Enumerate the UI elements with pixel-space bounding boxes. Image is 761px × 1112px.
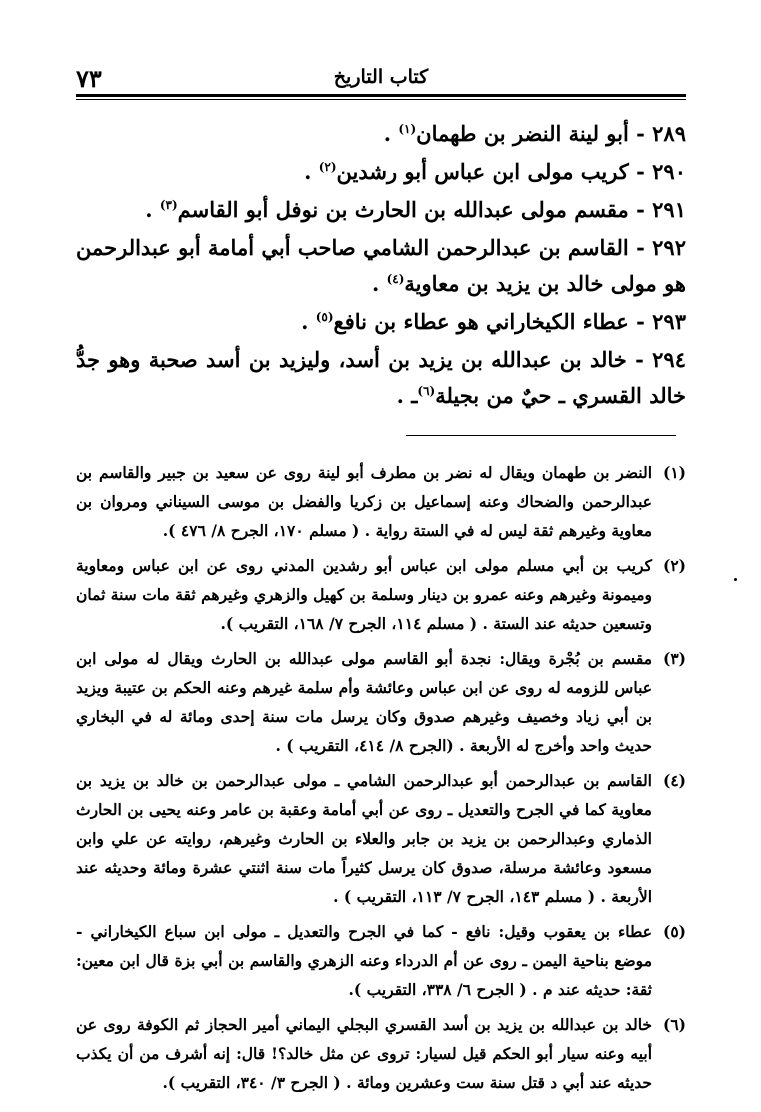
footnote-text: القاسم بن عبدالرحمن أبو عبدالرحمن الشامي ـ مولى عبدالرحمن بن خالد بن يزيد بن معاوية كما في الجرح والتعديل ـ روى عن أبي أمامة وعقبة بن عامر وعنه يحيى بن الحارث الذماري وعبدالرحمن بن يزيد بن جابر والعلاء بن الحارث وغيرهم، روايته عن علي وابن مسعود وعائشة مرسلة، صدوق كان يرسل كثيراً مات سنة اثنتي عشرة ومائة وحديثه عند الأربعة . ( مسلم ١٤٣، الجرح ٧/ ١١٣، التقريب ) . — [76, 771, 652, 906]
entry-text: أبو لينة النضر بن طهمان — [416, 121, 629, 146]
entry-tail: . — [371, 271, 387, 296]
footnote-text: عطاء بن يعقوب وقيل: نافع - كما في الجرح والتعديل ـ مولى ابن سباع الكيخاراني - موضع بناحية اليمن ـ روى عن أم الدرداء وعنه الزهري والقاسم بن أبي بزة قال ابن معين: ثقة: حديثه عند م . ( الجرح ٦/ ٣٣٨، التقريب ). — [76, 922, 652, 999]
scan-speck — [734, 578, 737, 581]
footnote-text: النضر بن طهمان ويقال له نضر بن مطرف أبو لينة روى عن سعيد بن جبير والقاسم بن عبدالرحمن والضحاك وعنه إسماعيل بن زكريا والفضل بن موسى السيناني ومروان بن معاوية وغيرهم ثقة ليس له في الستة رواية . ( مسلم ١٧٠، الجرح ٨/ ٤٧٦ ). — [76, 463, 652, 540]
footnote — [76, 644, 686, 760]
footnote-text: خالد بن عبدالله بن يزيد بن أسد القسري البجلي اليماني أمير الحجاز ثم الكوفة روى عن أبيه وعنه سيار أبو الحكم قيل لسيار: تروى عن مثل خالد؟! قال: إنه أشرف من أن يكذب حديثه عند أبي د قتل سنة ست وعشرين ومائة . ( الجرح ٣/ ٣٤٠، التقريب ). — [76, 1015, 652, 1092]
footnote-mark: (١) — [662, 463, 686, 482]
footnote — [76, 458, 686, 545]
entry-tail: . — [301, 309, 316, 334]
footnote-ref: (٢) — [318, 160, 337, 174]
footnote-mark: (٢) — [662, 556, 686, 575]
entries-list — [76, 116, 686, 416]
footnote — [76, 766, 686, 911]
entry: ٢٩٣ - عطاء الكيخاراني هو عطاء بن نافع$^{(٥)}$ . — [301, 309, 686, 334]
entry: ٢٩١ - مقسم مولى عبدالله بن الحارث بن نوفل أبو القاسم$^{(٣)}$ . — [145, 197, 686, 222]
footnote-ref: (١) — [398, 122, 417, 136]
footnote-text: مقسم بن بُجْرة ويقال: نجدة أبو القاسم مولى عبدالله بن الحارث ويقال له مولى ابن عباس للزومه له روى عن ابن عباس وعائشة وأم سلمة غيرهم وعنه الحكم بن عتيبة ويزيد بن أبي زياد وخصيف وغيرهم صدوق وكان يرسل مات سنة إحدى ومائة له في البخاري حديث واحد وأخرج له الأربعة . (الجرح ٨/ ٤١٤، التقريب ) . — [76, 649, 652, 755]
entry-text: خالد بن عبدالله بن يزيد بن أسد، وليزيد بن أسد صحبة وهو جدُّ خالد القسري ـ حيٌ من بجيلة — [76, 347, 686, 408]
running-title: كتاب التاريخ — [333, 66, 429, 88]
entry: ٢٩٠ - كريب مولى ابن عباس أبو رشدين$^{(٢)}$ . — [304, 159, 686, 184]
page-header — [76, 66, 686, 92]
footnote-mark: (٥) — [662, 922, 686, 941]
entry-number: ٢٩٣ — [652, 309, 686, 334]
header-rule-thin — [76, 99, 686, 100]
entry-number: ٢٩٤ — [652, 347, 686, 372]
entry-number: ٢٩٢ — [652, 235, 686, 260]
footnote-ref: (٤) — [386, 272, 405, 286]
page-number: ٧٣ — [76, 64, 102, 93]
entry-tail: . — [304, 159, 319, 184]
footnote-ref: (٦) — [417, 384, 436, 398]
entry-text: عطاء الكيخاراني هو عطاء بن نافع — [333, 309, 629, 334]
footnotes — [76, 458, 686, 1103]
entry-text: كريب مولى ابن عباس أبو رشدين — [336, 159, 629, 184]
header-rule-thick — [76, 94, 686, 97]
footnote — [76, 1010, 686, 1097]
entry-tail: . — [383, 121, 399, 146]
footnote-mark: (٤) — [662, 771, 686, 790]
entry-tail: . — [145, 197, 160, 222]
footnote — [76, 551, 686, 638]
entry: ٢٨٩ - أبو لينة النضر بن طهمان$^{(١)}$ . — [383, 121, 686, 146]
entry-text: القاسم بن عبدالرحمن الشامي صاحب أبي أمامة أبو عبدالرحمن هو مولى خالد بن يزيد بن معاوية — [76, 235, 686, 296]
entry-number: ٢٩١ — [652, 197, 686, 222]
footnote-mark: (٦) — [662, 1015, 686, 1034]
footnote — [76, 917, 686, 1004]
footnote-mark: (٣) — [662, 649, 686, 668]
entry-text: مقسم مولى عبدالله بن الحارث بن نوفل أبو القاسم — [177, 197, 629, 222]
footnote-ref: (٥) — [315, 310, 334, 324]
entry-number: ٢٨٩ — [652, 121, 686, 146]
entry-number: ٢٩٠ — [652, 159, 686, 184]
footnote-ref: (٣) — [159, 198, 178, 212]
entry: ٢٩٤ - خالد بن عبدالله بن يزيد بن أسد، وليزيد بن أسد صحبة وهو جدُّ خالد القسري ـ حيٌ من بجيلة$^{(٦)}$ـ . — [76, 347, 686, 408]
entry: ٢٩٢ - القاسم بن عبدالرحمن الشامي صاحب أبي أمامة أبو عبدالرحمن هو مولى خالد بن يزيد بن معاوية$^{(٤)}$ . — [76, 235, 686, 296]
footnote-separator — [406, 435, 676, 436]
footnote-text: كريب بن أبي مسلم مولى ابن عباس أبو رشدين المدني روى عن ابن عباس ومعاوية وميمونة وغيرهم وعنه عمرو بن دينار وسلمة بن كهيل والزهري وغيرهم ثقة مات سنة ثمان وتسعين حديثه عند الستة . ( مسلم ١١٤، الجرح ٧/ ١٦٨، التقريب ). — [76, 556, 652, 633]
entry-tail: ـ . — [396, 383, 418, 408]
